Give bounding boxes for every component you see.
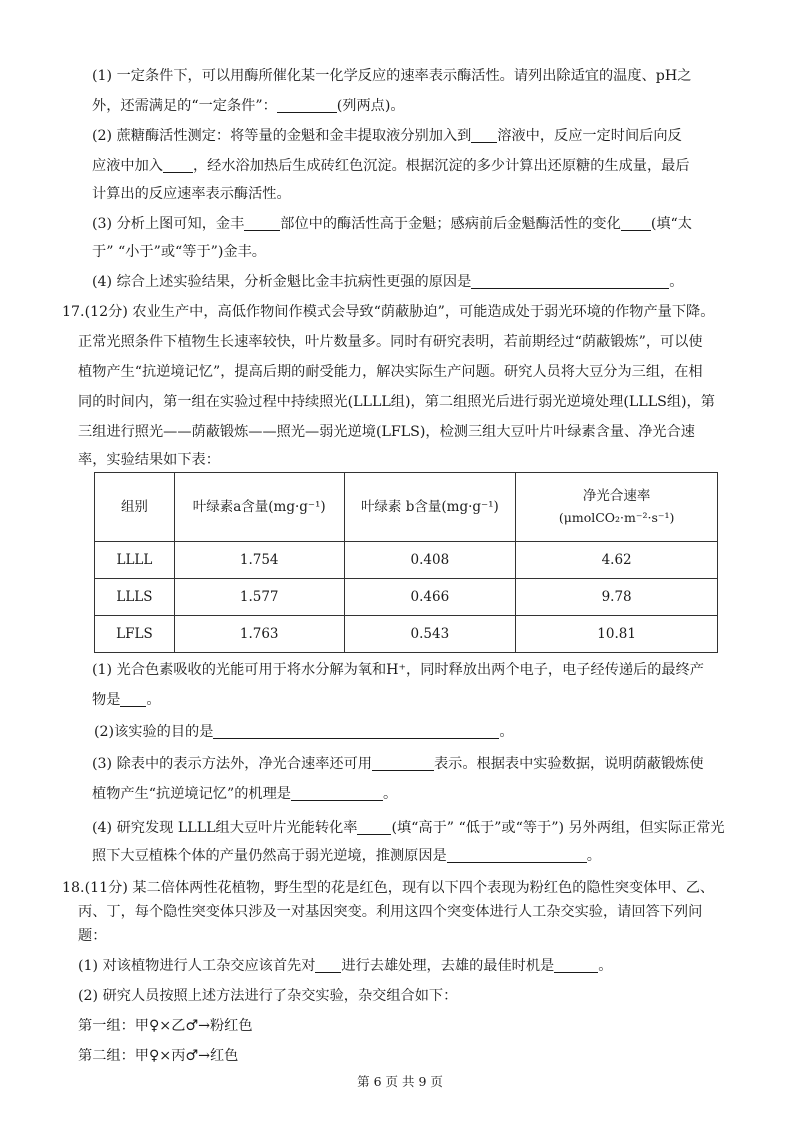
q16-part2-line3 [92, 184, 291, 204]
q17-intro-line6 [78, 450, 220, 470]
q16-part2-text-e: 计算出的反应速率表示酶活性。 [92, 186, 291, 202]
table-cell: LLLL [95, 542, 175, 579]
q18-cross-1 [78, 1016, 253, 1036]
table-cell: LLLS [95, 579, 175, 616]
table-cell: 4.62 [516, 542, 718, 579]
table-cell: LFLS [95, 616, 175, 653]
q18-sub1-text: 。 [598, 958, 613, 974]
q16-part3-text-d: 于” “小于”或“等于”)金丰。 [92, 244, 266, 260]
q18-sub1-text: 进行去雄处理，去雄的最佳时机是 [341, 958, 555, 974]
q17-sub3-line2 [92, 784, 397, 804]
q17-intro-text: 正常光照条件下植物生长速率较快，叶片数量多。同时有研究表明，若前期经过“荫蔽锻炼”，可以使 [78, 334, 703, 350]
q16-part3-text-b: 部位中的酶活性高于金魁；感病前后金魁酶活性的变化 [280, 216, 621, 232]
q17-intro-line2 [78, 332, 703, 352]
q17-sub3-text: 。 [382, 786, 398, 802]
q17-sub4-line1 [92, 818, 725, 838]
answer-blank[interactable] [447, 847, 587, 863]
answer-blank[interactable] [291, 785, 383, 801]
q17-sub4-text: 。 [586, 848, 601, 864]
results-table [94, 472, 718, 653]
q17-intro-text: 三组进行照光——荫蔽锻炼——照光—弱光逆境(LFLS)，检测三组大豆叶片叶绿素含量、净光合速 [78, 424, 695, 440]
q18-sub2-text: (2) 研究人员按照上述方法进行了杂交实验，杂交组合如下： [78, 988, 458, 1004]
table-row [95, 579, 718, 616]
q17-sub4-text: (填“高于” “低于”或“等于”) 另外两组，但实际正常光 [391, 820, 725, 836]
q16-part3-line2 [92, 242, 266, 262]
q18-sub2-line [78, 986, 457, 1006]
answer-blank[interactable] [554, 957, 598, 973]
q17-sub1-text: (1) 光合色素吸收的光能可用于将水分解为氧和H⁺，同时释放出两个电子，电子经传递后的最终产 [92, 662, 704, 678]
answer-blank[interactable] [372, 755, 434, 771]
q16-part2-text-a: (2) 蔗糖酶活性测定：将等量的金魁和金丰提取液分别加入到 [92, 128, 472, 144]
answer-blank[interactable] [213, 723, 499, 739]
q17-sub1-text: 。 [146, 692, 161, 708]
q17-intro-text: 17.(12分) 农业生产中，高低作物间作模式会导致“荫蔽胁迫”，可能造成处于弱光环境的作物产量下降。 [62, 304, 715, 320]
q17-intro-line4 [78, 392, 715, 412]
q18-intro-text: 18.(11分) 某二倍体两性花植物，野生型的花是红色，现有以下四个表现为粉红色的隐性突变体甲、乙、 [62, 880, 715, 896]
answer-blank[interactable] [315, 957, 341, 973]
answer-blank[interactable] [471, 127, 497, 143]
q17-sub2-text: (2)该实验的目的是 [94, 724, 214, 740]
table-header-line: (μmolCO₂·m⁻²·s⁻¹) [558, 510, 675, 525]
q17-sub1-line1 [92, 660, 704, 680]
q17-intro-text: 同的时间内，第一组在实验过程中持续照光(LLLL组)，第二组照光后进行弱光逆境处理(LLLS组)，第 [78, 394, 715, 410]
q17-sub1-line2 [92, 690, 161, 710]
table-cell: 9.78 [516, 579, 718, 616]
q16-part1-line1 [92, 66, 691, 86]
q16-part3-text-a: (3) 分析上图可知，金丰 [92, 216, 245, 232]
q16-part2-line1 [92, 126, 682, 146]
q17-sub3-text: (3) 除表中的表示方法外，净光合速率还可用 [92, 756, 372, 772]
q18-intro-line3 [78, 926, 106, 946]
table-cell: 1.754 [174, 542, 344, 579]
q17-intro-line5 [78, 422, 695, 442]
answer-blank[interactable] [163, 157, 193, 173]
q16-part1-text-a: 外，还需满足的“一定条件”： [92, 98, 277, 114]
q18-sub1-text: (1) 对该植物进行人工杂交应该首先对 [78, 958, 316, 974]
q18-cross-2 [78, 1046, 238, 1066]
q16-part1-line2 [92, 96, 405, 116]
answer-blank[interactable] [277, 97, 337, 113]
q17-sub3-line1 [92, 754, 704, 774]
q18-intro-line1 [62, 878, 714, 898]
q17-intro-text: 植物产生“抗逆境记忆”，提高后期的耐受能力，解决实际生产问题。研究人员将大豆分为三组，在相 [78, 364, 703, 380]
q16-part1-text: (1) 一定条件下，可以用酶所催化某一化学反应的速率表示酶活性。请列出除适宜的温度、pH之 [92, 68, 692, 84]
q16-part4-text-a: (4) 综合上述实验结果，分析金魁比金丰抗病性更强的原因是 [92, 274, 472, 290]
table-cell: 0.408 [344, 542, 516, 579]
q17-sub2-line [94, 722, 514, 742]
q17-sub3-text: 植物产生“抗逆境记忆”的机理是 [92, 786, 291, 802]
table-cell: 0.543 [344, 616, 516, 653]
table-row [95, 616, 718, 653]
answer-blank[interactable] [471, 273, 669, 289]
table-row [95, 542, 718, 579]
table-header-cell: 叶绿素a含量(mg·g⁻¹) [174, 473, 344, 542]
table-cell: 1.577 [174, 579, 344, 616]
answer-blank[interactable] [120, 691, 146, 707]
cross-combination: 第二组：甲♀×丙♂→红色 [78, 1048, 239, 1064]
q18-intro-line2 [78, 902, 702, 922]
answer-blank[interactable] [357, 819, 391, 835]
q16-part2-text-d: ，经水浴加热后生成砖红色沉淀。根据沉淀的多少计算出还原糖的生成量，最后 [192, 158, 690, 174]
q17-sub2-text: 。 [499, 724, 514, 740]
cross-combination: 第一组：甲♀×乙♂→粉红色 [78, 1018, 253, 1034]
table-header-cell: 叶绿素 b含量(mg·g⁻¹) [344, 473, 516, 542]
q18-intro-text: 丙、丁，每个隐性突变体只涉及一对基因突变。利用这四个突变体进行人工杂交实验，请回答下列问 [78, 904, 703, 920]
q16-part3-line1 [92, 214, 692, 234]
q16-part2-text-b: 溶液中，反应一定时间后向反 [497, 128, 682, 144]
q17-sub4-text: 照下大豆植株个体的产量仍然高于弱光逆境，推测原因是 [92, 848, 447, 864]
table-header-cell [516, 473, 718, 542]
q16-part1-text-b: (列两点)。 [336, 98, 405, 114]
q17-sub4-text: (4) 研究发现 LLLL组大豆叶片光能转化率 [92, 820, 358, 836]
table-header-cell: 组别 [95, 473, 175, 542]
table-header-row [95, 473, 718, 542]
answer-blank[interactable] [621, 215, 651, 231]
q16-part4-line [92, 272, 684, 292]
q17-intro-line3 [78, 362, 703, 382]
q17-intro-line1 [62, 302, 714, 322]
answer-blank[interactable] [244, 215, 280, 231]
q17-sub3-text: 表示。根据表中实验数据，说明荫蔽锻炼使 [433, 756, 704, 772]
q17-intro-text: 率，实验结果如下表： [78, 452, 220, 468]
q18-intro-text: 题： [78, 928, 107, 944]
q17-sub1-text: 物是 [92, 692, 121, 708]
q16-part4-text-b: 。 [669, 274, 684, 290]
page-number: 第 6 页 共 9 页 [357, 1074, 443, 1089]
table-cell: 10.81 [516, 616, 718, 653]
table-header-line: 净光合速率 [582, 488, 651, 504]
q16-part3-text-c: (填“太 [650, 216, 692, 232]
q17-sub4-line2 [92, 846, 601, 866]
q16-part2-line2 [92, 156, 690, 176]
table-cell: 0.466 [344, 579, 516, 616]
q16-part2-text-c: 应液中加入 [92, 158, 163, 174]
q18-sub1-line [78, 956, 612, 976]
table-cell: 1.763 [174, 616, 344, 653]
